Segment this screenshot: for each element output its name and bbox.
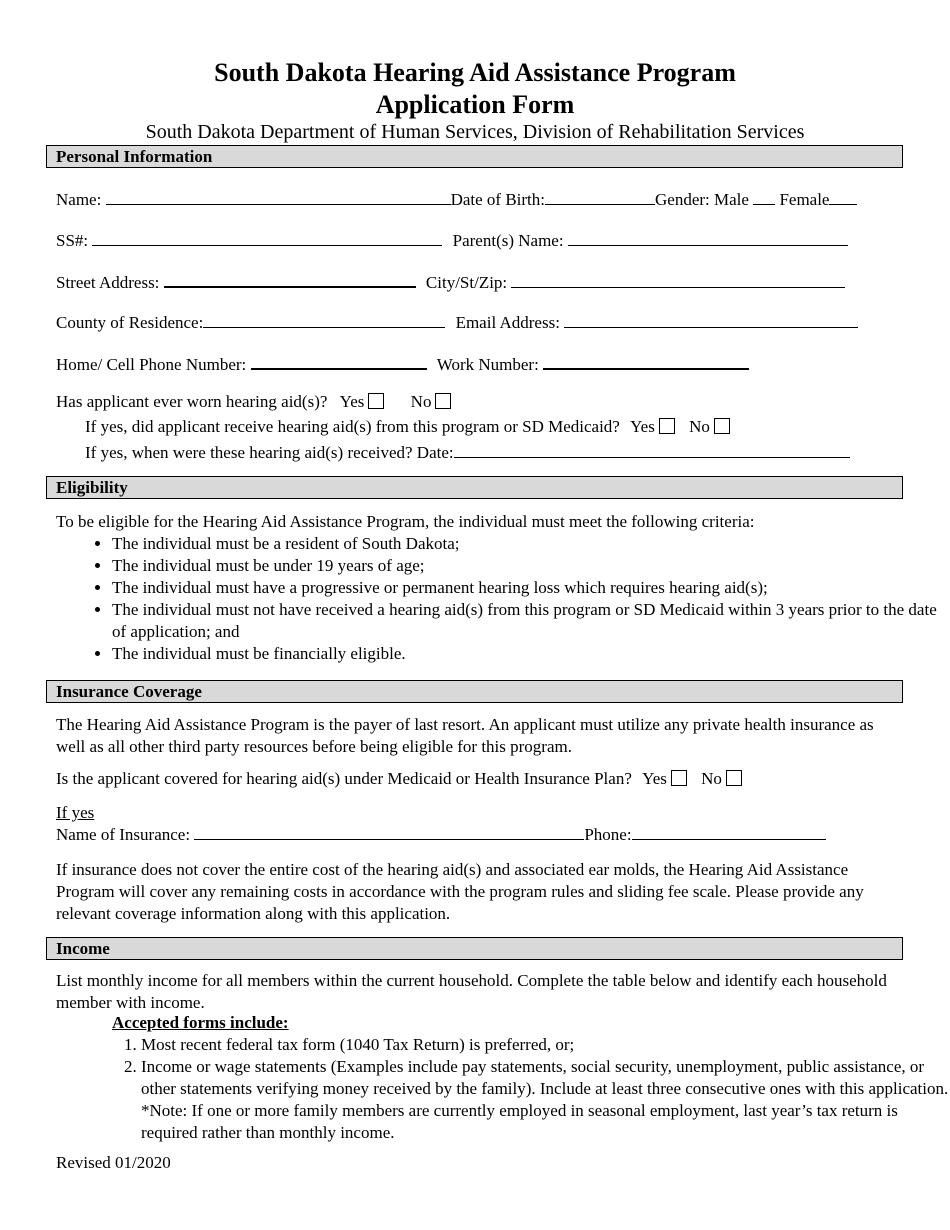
section-insurance-coverage: Insurance Coverage [46, 680, 903, 703]
phone-label: Home/ Cell Phone Number: [56, 355, 247, 374]
section-income: Income [46, 937, 903, 960]
insurance-intro: The Hearing Aid Assistance Program is the payer of last resort. An applicant must utilize any private health insurance as well as all other third party resources before being eligible for this program. [56, 715, 874, 756]
income-intro: List monthly income for all members within the current household. Complete the table below and identify each household member with income. [56, 971, 887, 1012]
insurance-question: Is the applicant covered for hearing aid(s) under Medicaid or Health Insurance Plan? [56, 769, 632, 788]
when-question: If yes, when were these hearing aid(s) received? Date: [85, 443, 454, 462]
county-row [56, 312, 858, 333]
received-yes-label: Yes [630, 417, 655, 436]
ssn-label: SS#: [56, 231, 89, 250]
accepted-forms-heading: Accepted forms include: [112, 1013, 289, 1032]
worn-yes-checkbox[interactable] [368, 393, 384, 409]
gender-female-field[interactable] [829, 189, 857, 205]
department-line: South Dakota Department of Human Services, Division of Rehabilitation Services [145, 121, 805, 143]
insurance-note: If insurance does not cover the entire cost of the hearing aid(s) and associated ear molds, the Hearing Aid Assistance Program will cover any remaining costs in accordance with the program rules and sliding fee scale. Please provide any relevant coverage information along with this application. [56, 860, 864, 923]
address-row [56, 271, 845, 293]
worn-no-label: No [410, 392, 432, 411]
email-label: Email Address: [455, 313, 560, 332]
received-row [85, 417, 734, 437]
if-yes-label: If yes [56, 803, 95, 822]
city-label: City/St/Zip: [425, 273, 508, 292]
list-item: 2. Income or wage statements (Examples include pay statements, social security, unemployment, public assistance, or other statements verifying money received by the family). Include at least three consecutive ones with this application. *Note: If one or more family members are currently employed in seasonal employment, last year’s tax return is required rather than monthly income. [141, 1056, 950, 1144]
list-item: • The individual must be under 19 years of age; [112, 555, 942, 577]
gender-label: Gender: Male [655, 190, 749, 209]
eligibility-intro: To be eligible for the Hearing Aid Assistance Program, the individual must meet the following criteria: [56, 512, 755, 531]
section-eligibility: Eligibility [46, 476, 903, 499]
name-field[interactable] [106, 189, 451, 205]
insurance-yes-checkbox[interactable] [671, 770, 687, 786]
insurance-no-label: No [701, 769, 722, 788]
list-item: • The individual must not have received a hearing aid(s) from this program or SD Medicaid within 3 years prior to the date of application; and [112, 599, 942, 643]
worn-question: Has applicant ever worn hearing aid(s)? [56, 392, 328, 411]
parent-field[interactable] [568, 230, 848, 246]
received-no-checkbox[interactable] [714, 418, 730, 434]
when-date-field[interactable] [454, 442, 850, 458]
insurance-no-checkbox[interactable] [726, 770, 742, 786]
name-row [56, 189, 857, 210]
list-item: 1. Most recent federal tax form (1040 Tax Return) is preferred, or; [141, 1034, 950, 1056]
county-label: County of Residence: [56, 313, 204, 332]
city-field[interactable] [511, 272, 845, 288]
insurance-phone-label: Phone: [584, 825, 632, 844]
list-item: • The individual must be a resident of South Dakota; [112, 533, 942, 555]
dob-label: Date of Birth: [450, 190, 545, 209]
name-label: Name: [56, 190, 102, 209]
insurance-name-field[interactable] [194, 824, 584, 840]
accepted-forms-list [86, 1034, 950, 1144]
ssn-row [56, 230, 848, 251]
phone-field[interactable] [251, 353, 427, 370]
female-label: Female [779, 190, 830, 209]
insurance-yes-label: Yes [642, 769, 667, 788]
section-personal-information: Personal Information [46, 145, 903, 168]
insurance-name-row [56, 824, 826, 845]
received-yes-checkbox[interactable] [659, 418, 675, 434]
list-item: • The individual must be financially eligible. [112, 643, 942, 665]
insurance-question-row [56, 769, 746, 789]
dob-field[interactable] [545, 189, 655, 205]
received-question: If yes, did applicant receive hearing aid(s) from this program or SD Medicaid? [85, 417, 620, 436]
list-item: • The individual must have a progressive or permanent hearing loss which requires hearing aid(s); [112, 577, 942, 599]
worn-row [56, 392, 455, 412]
insurance-name-label: Name of Insurance: [56, 825, 191, 844]
ssn-field[interactable] [92, 230, 442, 246]
received-no-label: No [689, 417, 710, 436]
street-field[interactable] [164, 271, 416, 288]
gender-male-field[interactable] [753, 189, 775, 205]
eligibility-criteria-list [70, 533, 942, 665]
revised-date: Revised 01/2020 [56, 1153, 171, 1172]
parent-label: Parent(s) Name: [452, 231, 564, 250]
worn-no-checkbox[interactable] [435, 393, 451, 409]
work-field[interactable] [543, 353, 749, 370]
form-subtitle-application: Application Form [375, 90, 575, 119]
county-field[interactable] [203, 312, 445, 328]
form-title: South Dakota Hearing Aid Assistance Program [214, 58, 736, 87]
street-label: Street Address: [56, 273, 160, 292]
phone-row [56, 353, 749, 375]
worn-yes-label: Yes [339, 392, 365, 411]
insurance-phone-field[interactable] [632, 824, 826, 840]
email-field[interactable] [564, 312, 858, 328]
when-row [85, 442, 850, 463]
work-label: Work Number: [436, 355, 539, 374]
